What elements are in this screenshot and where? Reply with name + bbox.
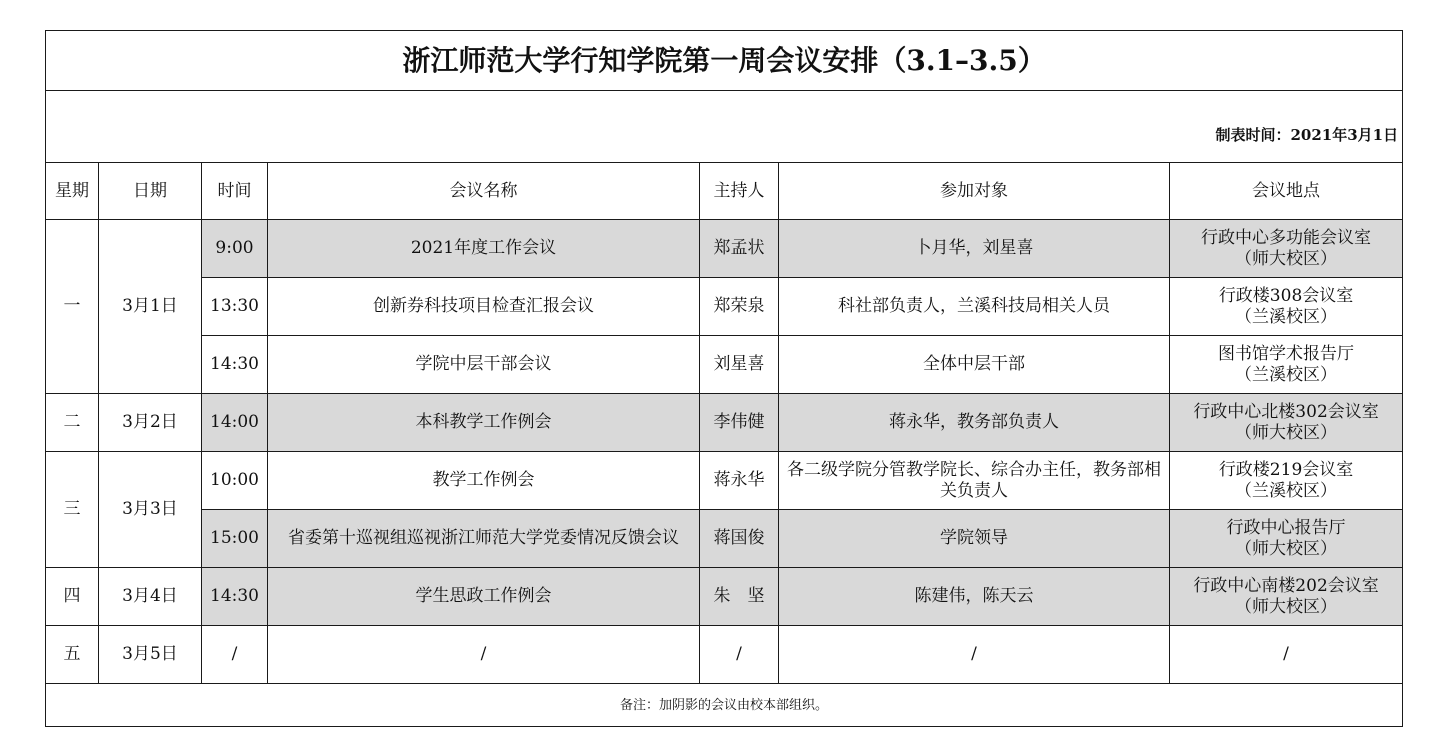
time-cell: 10:00	[202, 452, 268, 510]
table-row	[46, 220, 1403, 278]
attendees-cell: 蒋永华，教务部负责人	[779, 394, 1170, 452]
table-row	[46, 394, 1403, 452]
date-cell: 3月4日	[99, 568, 202, 626]
host-cell: 郑孟状	[700, 220, 779, 278]
location-cell	[1170, 394, 1403, 452]
attendees-cell: /	[779, 626, 1170, 684]
location-line-1: 行政中心北楼302会议室	[1193, 401, 1379, 422]
location-line-1: 图书馆学术报告厅	[1218, 343, 1355, 364]
location-line-2: （师大校区）	[1235, 422, 1338, 443]
weekday-cell: 二	[46, 394, 99, 452]
header-row	[46, 163, 1403, 220]
date-cell: 3月2日	[99, 394, 202, 452]
attendees-cell: 陈建伟，陈天云	[779, 568, 1170, 626]
location-line-1: 行政楼219会议室	[1218, 459, 1354, 480]
location-line-1: 行政中心报告厅	[1226, 517, 1346, 538]
header-time: 时间	[202, 163, 268, 220]
weekday-cell: 五	[46, 626, 99, 684]
time-cell: /	[202, 626, 268, 684]
location-cell	[1170, 220, 1403, 278]
page-title: 浙江师范大学行知学院第一周会议安排（3.1–3.5）	[46, 31, 1403, 91]
location-line-2: （兰溪校区）	[1235, 480, 1338, 501]
attendees-cell: 学院领导	[779, 510, 1170, 568]
footnote: 备注：加阴影的会议由校本部组织。	[46, 684, 1403, 727]
time-cell: 14:30	[202, 568, 268, 626]
made-time: 制表时间：2021年3月1日	[46, 91, 1403, 163]
weekday-cell: 三	[46, 452, 99, 568]
host-cell: /	[700, 626, 779, 684]
host-cell: 郑荣泉	[700, 278, 779, 336]
attendees-cell: 全体中层干部	[779, 336, 1170, 394]
host-cell: 蒋永华	[700, 452, 779, 510]
location-line-2: （师大校区）	[1235, 596, 1338, 617]
table-row	[46, 510, 1403, 568]
table-row	[46, 626, 1403, 684]
table-row	[46, 278, 1403, 336]
location-line-2: （师大校区）	[1235, 538, 1338, 559]
header-host: 主持人	[700, 163, 779, 220]
time-cell: 14:00	[202, 394, 268, 452]
meeting-name-cell: 省委第十巡视组巡视浙江师范大学党委情况反馈会议	[268, 510, 700, 568]
location-line-2: （师大校区）	[1235, 248, 1338, 269]
location-line-2: （兰溪校区）	[1235, 306, 1338, 327]
location-cell	[1170, 452, 1403, 510]
attendees-cell: 科社部负责人，兰溪科技局相关人员	[779, 278, 1170, 336]
location-cell	[1170, 336, 1403, 394]
meeting-name-cell: 创新券科技项目检查汇报会议	[268, 278, 700, 336]
time-cell: 15:00	[202, 510, 268, 568]
host-cell: 刘星喜	[700, 336, 779, 394]
meeting-name-cell: 本科教学工作例会	[268, 394, 700, 452]
date-cell: 3月3日	[99, 452, 202, 568]
table-row	[46, 452, 1403, 510]
location-line-1: 行政中心多功能会议室	[1201, 227, 1372, 248]
date-cell: 3月1日	[99, 220, 202, 394]
meeting-name-cell: /	[268, 626, 700, 684]
host-cell: 李伟健	[700, 394, 779, 452]
weekday-cell: 一	[46, 220, 99, 394]
meeting-name-cell: 学院中层干部会议	[268, 336, 700, 394]
location-cell	[1170, 510, 1403, 568]
table-row	[46, 568, 1403, 626]
location-line-2: （兰溪校区）	[1235, 364, 1338, 385]
location-cell	[1170, 278, 1403, 336]
location-line-1: /	[1283, 644, 1289, 664]
time-cell: 9:00	[202, 220, 268, 278]
location-line-1: 行政中心南楼202会议室	[1193, 575, 1379, 596]
attendees-cell: 各二级学院分管教学院长、综合办主任，教务部相关负责人	[779, 452, 1170, 510]
meeting-name-cell: 教学工作例会	[268, 452, 700, 510]
time-cell: 14:30	[202, 336, 268, 394]
weekday-cell: 四	[46, 568, 99, 626]
header-location: 会议地点	[1170, 163, 1403, 220]
host-cell: 蒋国俊	[700, 510, 779, 568]
date-cell: 3月5日	[99, 626, 202, 684]
time-cell: 13:30	[202, 278, 268, 336]
header-meeting-name: 会议名称	[268, 163, 700, 220]
location-cell	[1170, 626, 1403, 684]
attendees-cell: 卜月华，刘星喜	[779, 220, 1170, 278]
location-cell	[1170, 568, 1403, 626]
meeting-name-cell: 学生思政工作例会	[268, 568, 700, 626]
location-line-1: 行政楼308会议室	[1218, 285, 1354, 306]
meeting-schedule-table	[45, 30, 1403, 727]
meeting-name-cell: 2021年度工作会议	[268, 220, 700, 278]
host-cell: 朱 坚	[700, 568, 779, 626]
header-weekday: 星期	[46, 163, 99, 220]
header-date: 日期	[99, 163, 202, 220]
table-row	[46, 336, 1403, 394]
header-attendees: 参加对象	[779, 163, 1170, 220]
